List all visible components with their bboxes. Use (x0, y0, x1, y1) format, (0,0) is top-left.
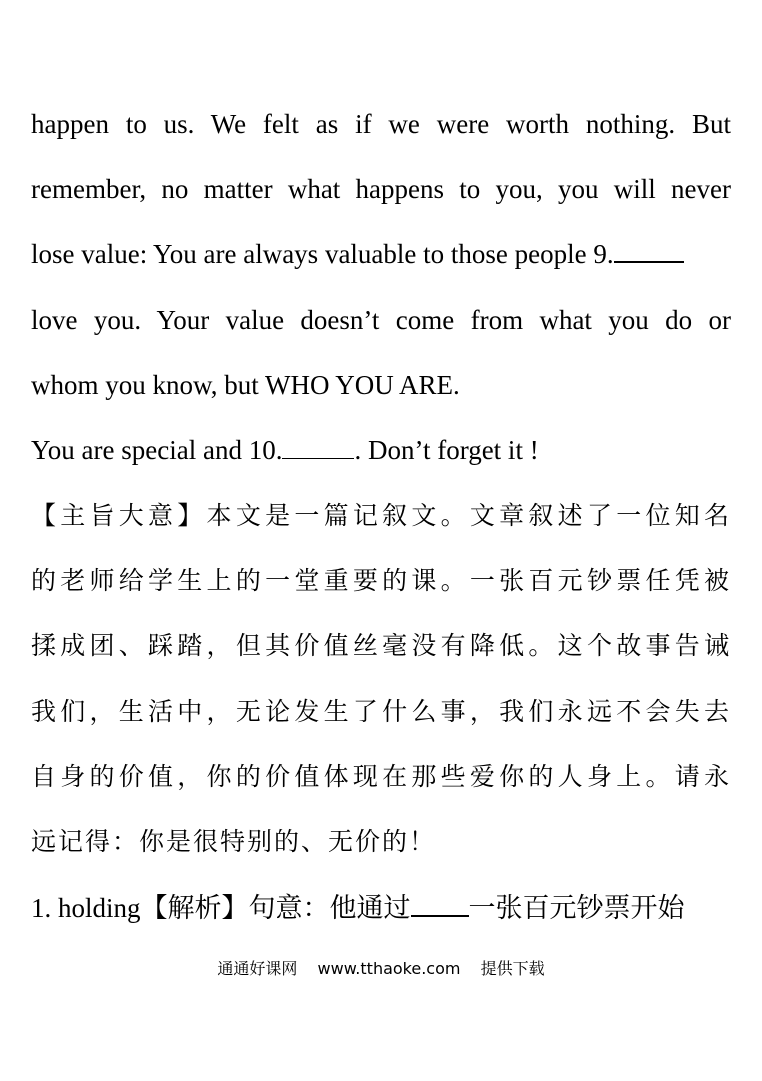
answer-blank-1 (411, 893, 469, 917)
analysis-line-1 (31, 892, 731, 924)
line-6-text: You are special and (31, 435, 249, 465)
text-line-3 (31, 238, 731, 270)
text-line-6 (31, 434, 731, 466)
line-3-text: lose value: You are always valuable to those people (31, 239, 594, 269)
analysis-suffix: 一张百元钞票开始 (468, 893, 685, 923)
footer-site-name: 通通好课网 (217, 959, 298, 978)
summary-line-3: 揉成团、踩踏，但其价值丝毫没有降低。这个故事告诫 (31, 631, 731, 660)
summary-line-1: 【主旨大意】本文是一篇记叙文。文章叙述了一位知名 (31, 501, 731, 530)
summary-line-6: 远记得：你是很特别的、无价的！ (31, 827, 437, 856)
summary-line-4: 我们，生活中，无论发生了什么事，我们永远不会失去 (31, 697, 731, 726)
line-6-end: . Don’t forget it ! (354, 435, 539, 465)
text-line-4: love you. Your value doesn’t come from what you do or (31, 305, 731, 335)
footer-note: 提供下载 (480, 959, 545, 978)
text-line-2: remember, no matter what happens to you, you will never (31, 174, 731, 204)
answer-blank-10 (282, 436, 354, 459)
summary-line-2: 的老师给学生上的一堂重要的课。一张百元钞票任凭被 (31, 566, 731, 595)
blank-number-10: 10. (248, 435, 283, 465)
blank-number-9: 9. (593, 239, 614, 269)
answer-blank-9 (614, 239, 684, 263)
analysis-prefix: 1. holding【解析】句意：他通过 (31, 893, 411, 923)
footer-url[interactable]: www.tthaoke.com (317, 959, 461, 978)
text-line-1: happen to us. We felt as if we were worth nothing. But (31, 109, 731, 139)
text-line-5: whom you know, but WHO YOU ARE. (31, 370, 460, 400)
page-footer (0, 956, 762, 979)
summary-line-5: 自身的价值，你的价值体现在那些爱你的人身上。请永 (31, 762, 731, 791)
